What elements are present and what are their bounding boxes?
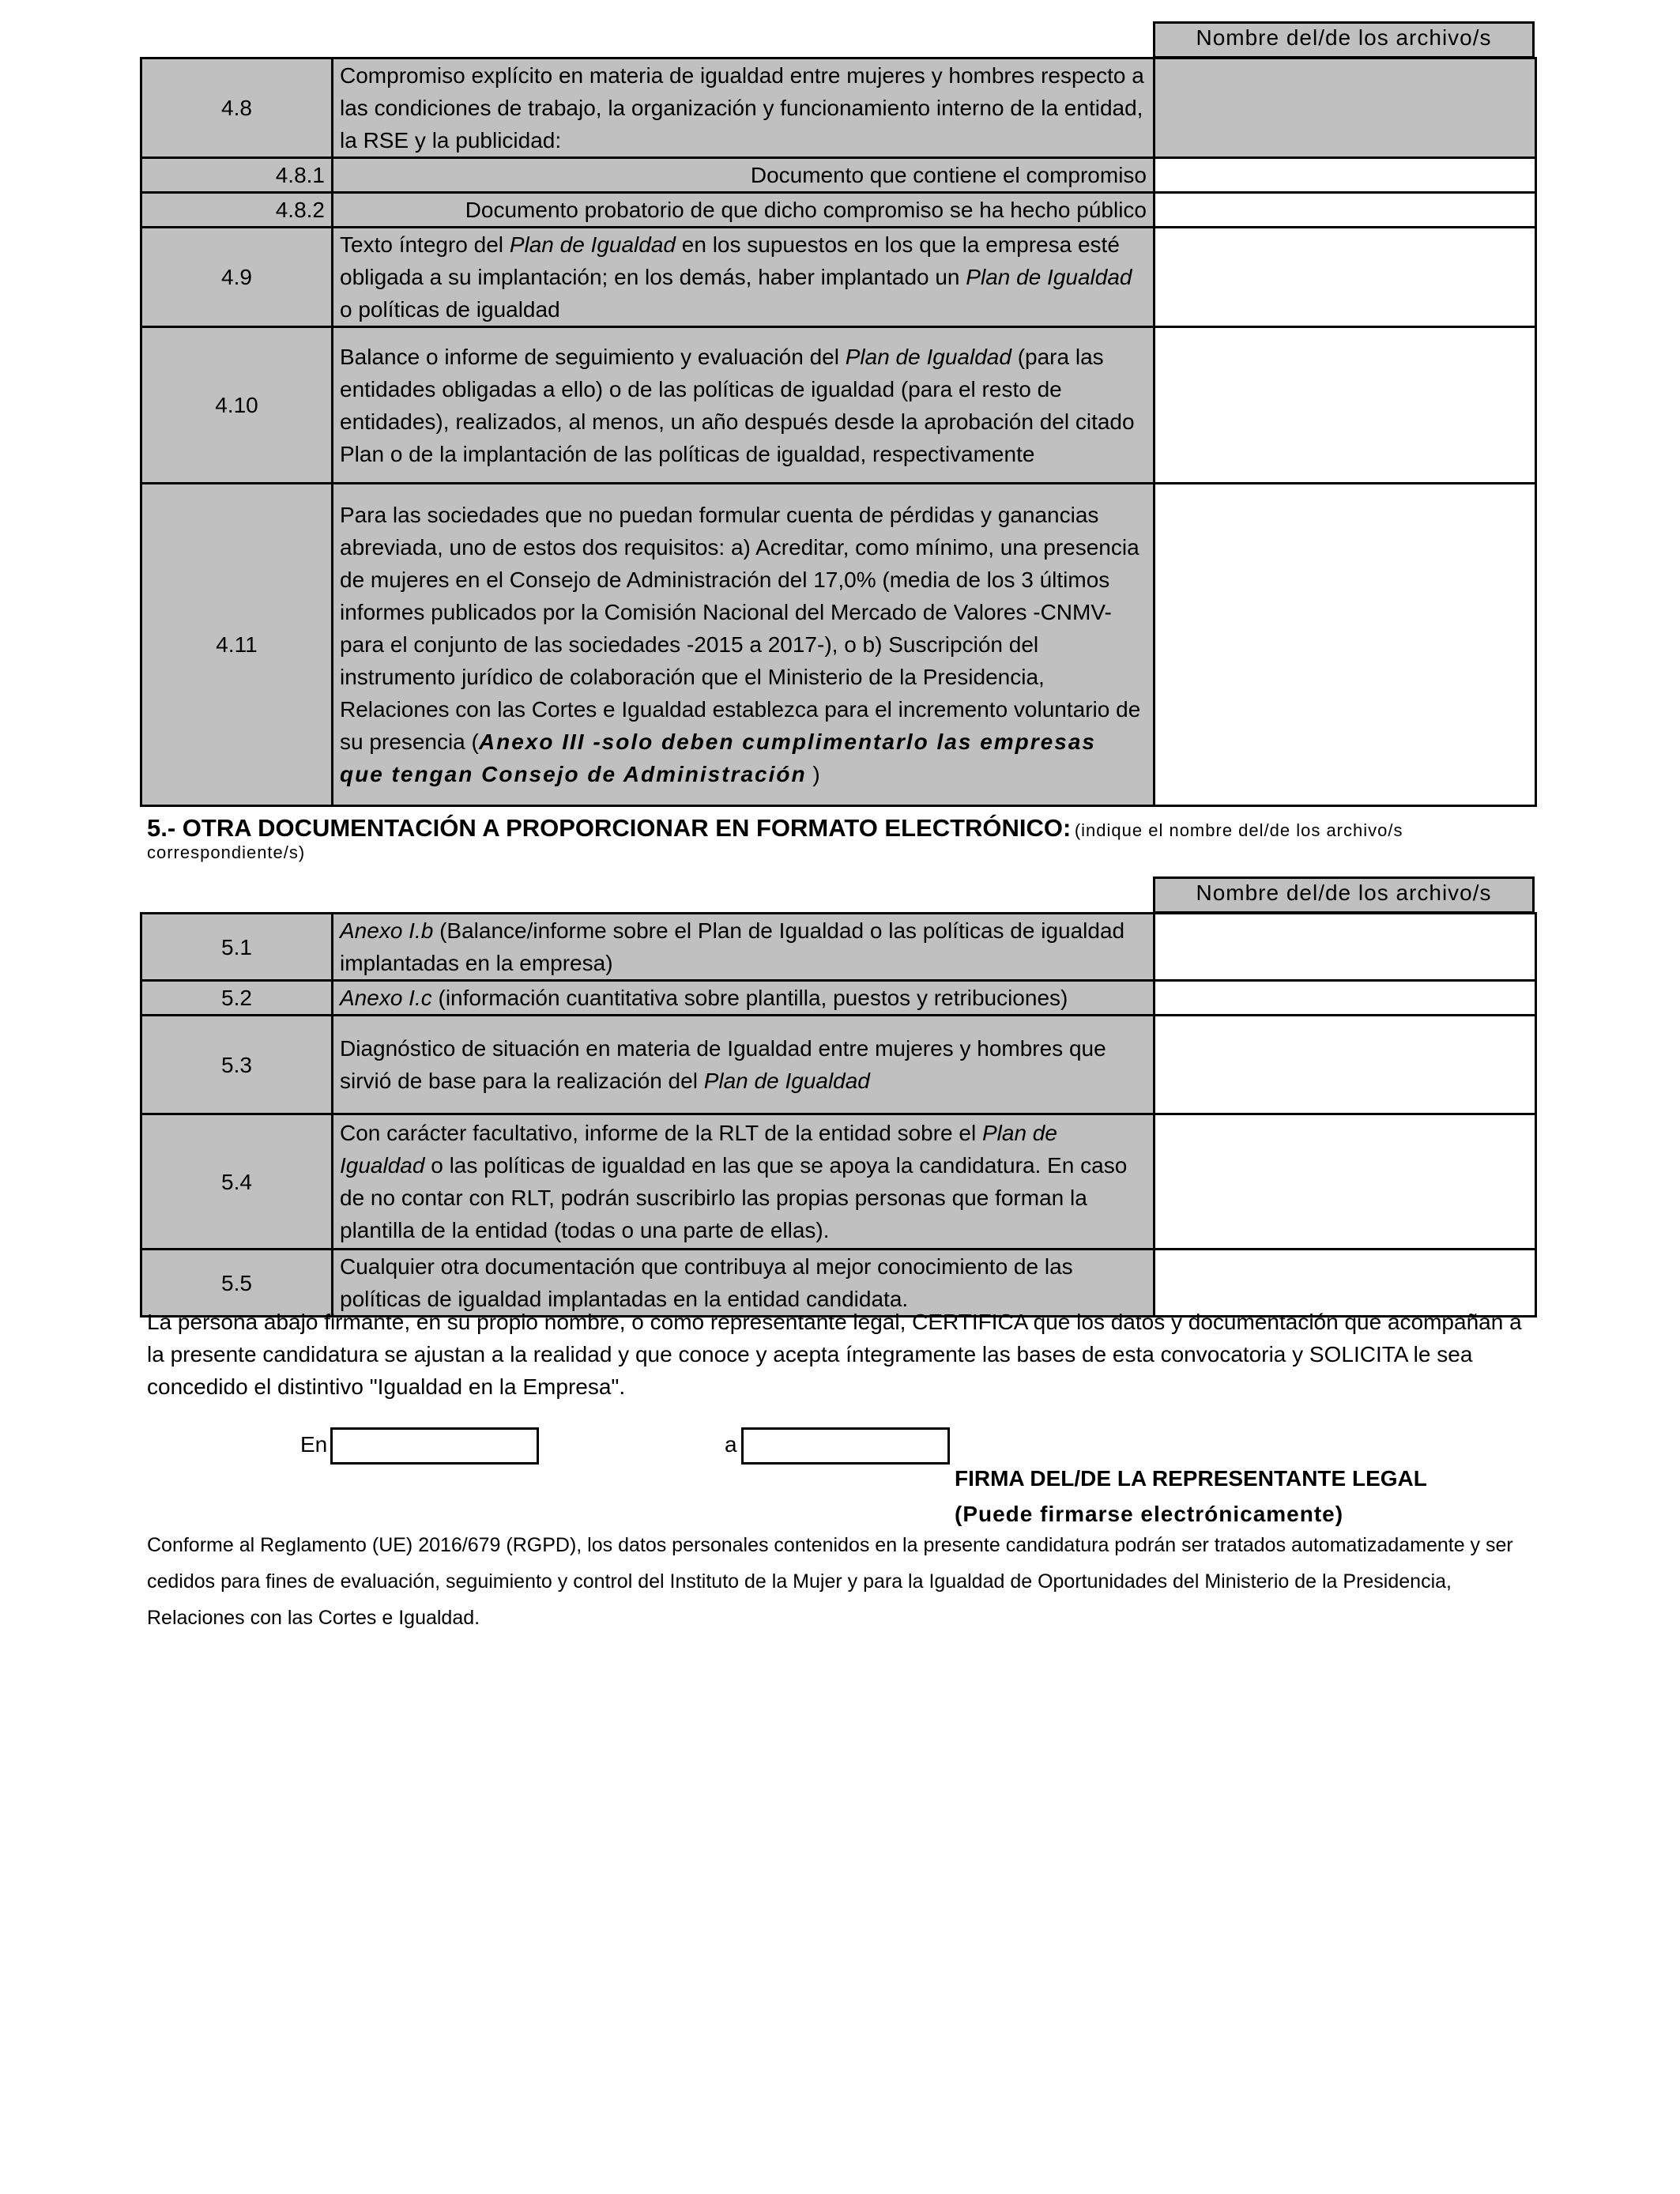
row-description: Anexo I.b (Balance/informe sobre el Plan de Igualdad o las políticas de igualdad implantadas en la empresa) <box>333 914 1155 981</box>
row-description: Compromiso explícito en materia de igualdad entre mujeres y hombres respecto a las condiciones de trabajo, la organización y funcionamiento interno de la entidad, la RSE y la publicidad: <box>333 58 1155 158</box>
filename-cell <box>1155 58 1536 158</box>
table-row <box>141 1114 1536 1250</box>
filename-input-cell[interactable] <box>1155 914 1536 981</box>
row-number: 4.9 <box>141 228 333 327</box>
legal-notice: Conforme al Reglamento (UE) 2016/679 (RGPD), los datos personales contenidos en la presente candidatura podrán ser tratados automatizadamente y ser cedidos para fines de evaluación, seguimiento y control del Instituto de la Mujer y para la Igualdad de Oportunidades del Ministerio de la Presidencia, Relaciones con las Cortes e Igualdad. <box>147 1534 1513 1629</box>
row-number: 4.8.1 <box>141 158 333 193</box>
table-row <box>141 58 1536 158</box>
row-number: 4.8.2 <box>141 193 333 228</box>
table-row <box>141 914 1536 981</box>
table-row <box>141 228 1536 327</box>
table-row <box>141 484 1536 806</box>
certification-text: La persona abajo firmante, en su propio nombre, o como representante legal, CERTIFICA que los datos y documentación que acompañan a la presente candidatura se ajustan a la realidad y que conoce y acepta íntegramente las bases de esta convocatoria y SOLICITA le sea concedido el distintivo "Igualdad en la Empresa". <box>147 1310 1522 1399</box>
row-description: Documento probatorio de que dicho compromiso se ha hecho público <box>333 193 1155 228</box>
row-number: 5.3 <box>141 1016 333 1114</box>
row-description: Con carácter facultativo, informe de la RLT de la entidad sobre el Plan de Igualdad o las políticas de igualdad en las que se apoya la candidatura. En caso de no contar con RLT, podrán suscribirlo las propias personas que forman la plantilla de la entidad (todas o una parte de ellas). <box>333 1114 1155 1250</box>
table4 <box>140 57 1537 807</box>
row-description: Documento que contiene el compromiso <box>333 158 1155 193</box>
filename-input-cell[interactable] <box>1155 1114 1536 1250</box>
table-row <box>141 158 1536 193</box>
row-description: Diagnóstico de situación en materia de Igualdad entre mujeres y hombres que sirvió de base para la realización del Plan de Igualdad <box>333 1016 1155 1114</box>
row-number: 4.10 <box>141 327 333 484</box>
row-number: 5.2 <box>141 981 333 1016</box>
filename-input-cell[interactable] <box>1155 228 1536 327</box>
table4-filename-header: Nombre del/de los archivo/s <box>1153 21 1535 58</box>
row-number: 5.4 <box>141 1114 333 1250</box>
date-input[interactable] <box>741 1427 950 1465</box>
signature-subtitle: (Puede firmarse electrónicamente) <box>955 1502 1344 1526</box>
row-description: Cualquier otra documentación que contribuya al mejor conocimiento de las políticas de igualdad implantadas en la entidad candidata. <box>333 1250 1155 1317</box>
row-description: Anexo I.c (información cuantitativa sobre plantilla, puestos y retribuciones) <box>333 981 1155 1016</box>
filename-input-cell[interactable] <box>1155 1016 1536 1114</box>
place-label: En <box>300 1432 328 1457</box>
section5-heading <box>147 814 1538 863</box>
section5-title: 5.- OTRA DOCUMENTACIÓN A PROPORCIONAR EN FORMATO ELECTRÓNICO: <box>147 814 1072 842</box>
table-row <box>141 327 1536 484</box>
table-row <box>141 193 1536 228</box>
table5-filename-header: Nombre del/de los archivo/s <box>1153 876 1535 914</box>
place-input[interactable] <box>330 1427 539 1465</box>
filename-input-cell[interactable] <box>1155 327 1536 484</box>
row-number: 5.1 <box>141 914 333 981</box>
row-number: 4.8 <box>141 58 333 158</box>
filename-input-cell[interactable] <box>1155 484 1536 806</box>
row-description: Balance o informe de seguimiento y evaluación del Plan de Igualdad (para las entidades obligadas a ello) o de las políticas de igualdad (para el resto de entidades), realizados, al menos, un año después desde la aprobación del citado Plan o de la implantación de las políticas de igualdad, respectivamente <box>333 327 1155 484</box>
filename-input-cell[interactable] <box>1155 981 1536 1016</box>
filename-input-cell[interactable] <box>1155 158 1536 193</box>
table-row <box>141 981 1536 1016</box>
row-number: 5.5 <box>141 1250 333 1317</box>
table-row <box>141 1016 1536 1114</box>
signature-title: FIRMA DEL/DE LA REPRESENTANTE LEGAL <box>955 1466 1427 1491</box>
section5-note: (indique el nombre del/de los archivo/s correspondiente/s) <box>147 820 1403 862</box>
date-label: a <box>725 1432 737 1457</box>
table5 <box>140 912 1537 1318</box>
filename-input-cell[interactable] <box>1155 193 1536 228</box>
row-description: Para las sociedades que no puedan formular cuenta de pérdidas y ganancias abreviada, uno de estos dos requisitos: a) Acreditar, como mínimo, una presencia de mujeres en el Consejo de Administración del 17,0% (media de los 3 últimos informes publicados por la Comisión Nacional del Mercado de Valores -CNMV- para el conjunto de las sociedades -2015 a 2017-), o b) Suscripción del instrumento jurídico de colaboración que el Ministerio de la Presidencia, Relaciones con las Cortes e Igualdad establezca para el incremento voluntario de su presencia (Anexo III -solo deben cumplimentarlo las empresas que tengan Consejo de Administración ) <box>333 484 1155 806</box>
row-description: Texto íntegro del Plan de Igualdad en los supuestos en los que la empresa esté obligada a su implantación; en los demás, haber implantado un Plan de Igualdad o políticas de igualdad <box>333 228 1155 327</box>
row-number: 4.11 <box>141 484 333 806</box>
